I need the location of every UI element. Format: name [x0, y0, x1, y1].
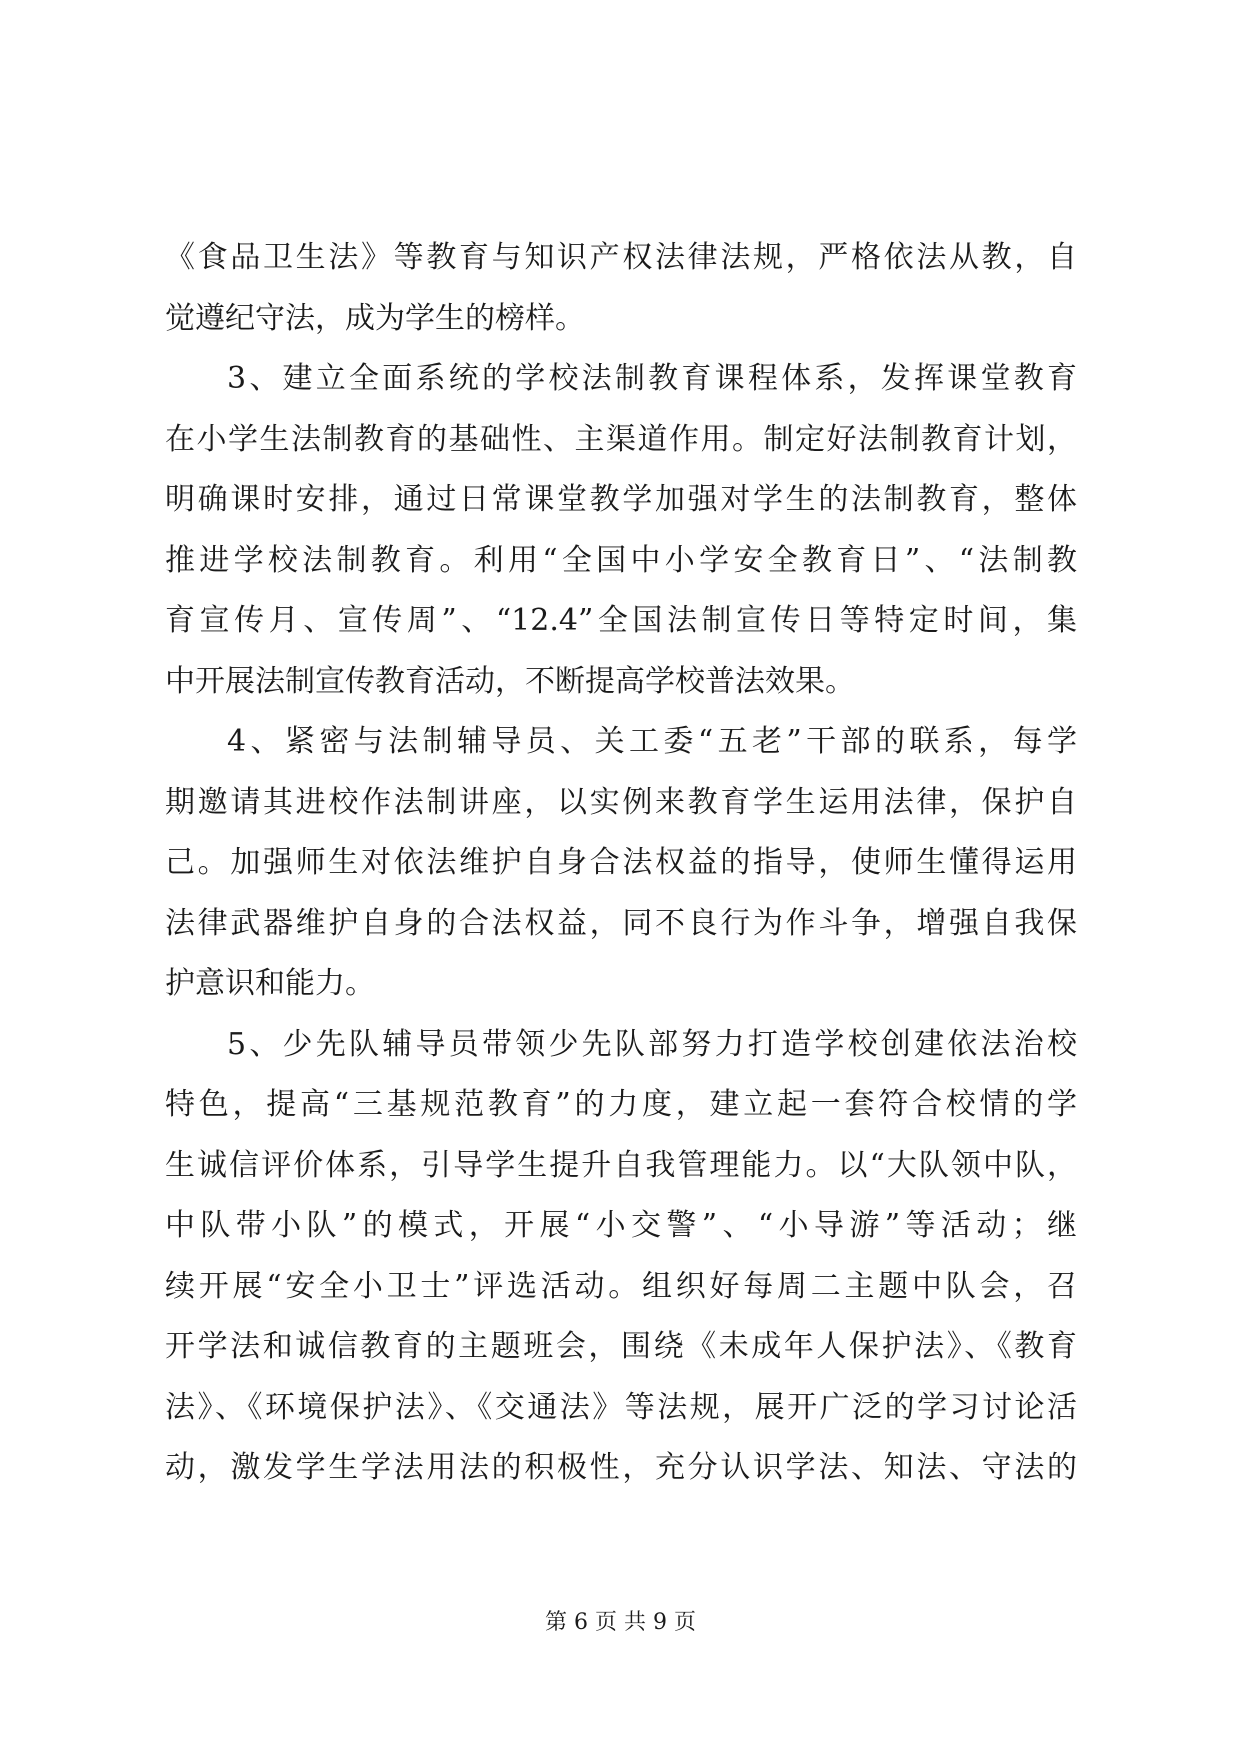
text-line: 生诚信评价体系，引导学生提升自我管理能力。以“大队领中队，: [165, 1147, 1077, 1183]
text-line: 期邀请其进校作法制讲座，以实例来教育学生运用法律，保护自: [165, 784, 1077, 820]
text-line: 己。加强师生对依法维护自身合法权益的指导，使师生懂得运用: [165, 845, 1077, 880]
text-line: 3、建立全面系统的学校法制教育课程体系，发挥课堂教育: [227, 361, 1077, 396]
text-line: 开学法和诚信教育的主题班会，围绕《未成年人保护法》、《教育: [165, 1329, 1077, 1364]
text-line: 在小学生法制教育的基础性、主渠道作用。制定好法制教育计划，: [165, 421, 1077, 457]
text-line: 法律武器维护自身的合法权益，同不良行为作斗争，增强自我保: [165, 905, 1077, 941]
text-line: 《食品卫生法》等教育与知识产权法律法规，严格依法从教，自: [165, 240, 1077, 275]
text-line: 动，激发学生学法用法的积极性，充分认识学法、知法、守法的: [165, 1450, 1077, 1485]
text-line: 中开展法制宣传教育活动，不断提高学校普法效果。: [165, 663, 855, 699]
text-line: 续开展“安全小卫士”评选活动。组织好每周二主题中队会，召: [165, 1268, 1077, 1304]
page-footer: 第 6 页 共 9 页: [545, 1610, 696, 1635]
text-line: 育宣传月、宣传周”、“12.4”全国法制宣传日等特定时间，集: [165, 603, 1077, 638]
body-text: [165, 228, 1077, 1499]
text-line: 中队带小队”的模式，开展“小交警”、“小导游”等活动；继: [165, 1208, 1077, 1243]
text-line: 明确课时安排，通过日常课堂教学加强对学生的法制教育，整体: [165, 482, 1077, 517]
text-line: 推进学校法制教育。利用“全国中小学安全教育日”、“法制教: [165, 542, 1077, 578]
text-line: 5、少先队辅导员带领少先队部努力打造学校创建依法治校: [227, 1026, 1077, 1062]
text-line: 4、紧密与法制辅导员、关工委“五老”干部的联系，每学: [227, 724, 1077, 759]
text-line: 觉遵纪守法，成为学生的榜样。: [165, 300, 585, 336]
text-line: 法》、《环境保护法》、《交通法》等法规，展开广泛的学习讨论活: [165, 1389, 1077, 1425]
text-line: 护意识和能力。: [165, 966, 375, 1001]
text-line: 特色，提高“三基规范教育”的力度，建立起一套符合校情的学: [165, 1087, 1077, 1122]
